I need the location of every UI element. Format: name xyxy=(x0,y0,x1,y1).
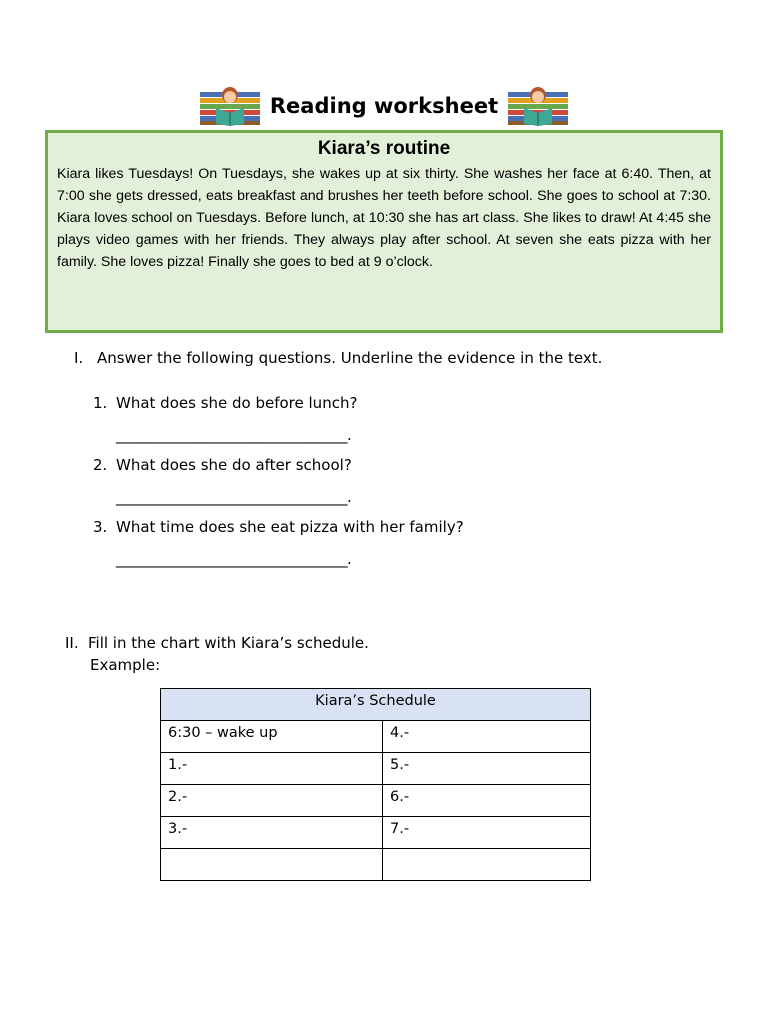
table-cell[interactable]: 3.- xyxy=(161,817,383,849)
worksheet-title-row xyxy=(0,86,768,131)
table-cell[interactable] xyxy=(383,849,591,881)
section-2-instruction: Fill in the chart with Kiara’s schedule. xyxy=(88,634,369,652)
story-title: Kiara’s routine xyxy=(317,138,451,159)
table-cell[interactable] xyxy=(161,849,383,881)
section-1-numeral: I. xyxy=(74,349,84,367)
table-row xyxy=(161,817,591,849)
table-cell: 6:30 – wake up xyxy=(161,721,383,753)
section-1-instruction: Answer the following questions. Underline the evidence in the text. xyxy=(97,349,603,367)
section-2-numeral: II. xyxy=(65,634,79,652)
question-number: 3. xyxy=(93,518,108,536)
schedule-table xyxy=(160,688,591,881)
story-box xyxy=(45,130,723,333)
example-label: Example: xyxy=(90,656,161,674)
table-cell[interactable]: 7.- xyxy=(383,817,591,849)
table-cell[interactable]: 4.- xyxy=(383,721,591,753)
answer-line[interactable]: _________________________________. xyxy=(116,550,352,568)
reading-girl-icon xyxy=(200,86,260,126)
page-title: Reading worksheet xyxy=(269,94,499,118)
table-row xyxy=(161,849,591,881)
table-row xyxy=(161,721,591,753)
schedule-table-header: Kiara’s Schedule xyxy=(161,689,591,721)
table-row xyxy=(161,785,591,817)
table-cell[interactable]: 1.- xyxy=(161,753,383,785)
question-number: 2. xyxy=(93,456,108,474)
table-row xyxy=(161,753,591,785)
question-text: What does she do after school? xyxy=(116,456,352,474)
reading-girl-icon xyxy=(508,86,568,126)
answer-line[interactable]: _________________________________. xyxy=(116,488,352,506)
question-text: What time does she eat pizza with her family? xyxy=(116,518,464,536)
story-text: Kiara likes Tuesdays! On Tuesdays, she wakes up at six thirty. She washes her face at 6:40. Then, at 7:00 she gets dressed, eats breakfast and brushes her teeth before school. She goes to school at 7:30. Kiara loves school on Tuesdays. Before lunch, at 10:30 she has art class. She likes to draw! At 4:45 she plays video games with her friends. They always play after school. At seven she eats pizza with her family. She loves pizza! Finally she goes to bed at 9 o’clock. xyxy=(57,166,711,270)
table-cell[interactable]: 6.- xyxy=(383,785,591,817)
answer-line[interactable]: _________________________________. xyxy=(116,426,352,444)
table-cell[interactable]: 5.- xyxy=(383,753,591,785)
question-text: What does she do before lunch? xyxy=(116,394,358,412)
question-number: 1. xyxy=(93,394,108,412)
table-cell[interactable]: 2.- xyxy=(161,785,383,817)
